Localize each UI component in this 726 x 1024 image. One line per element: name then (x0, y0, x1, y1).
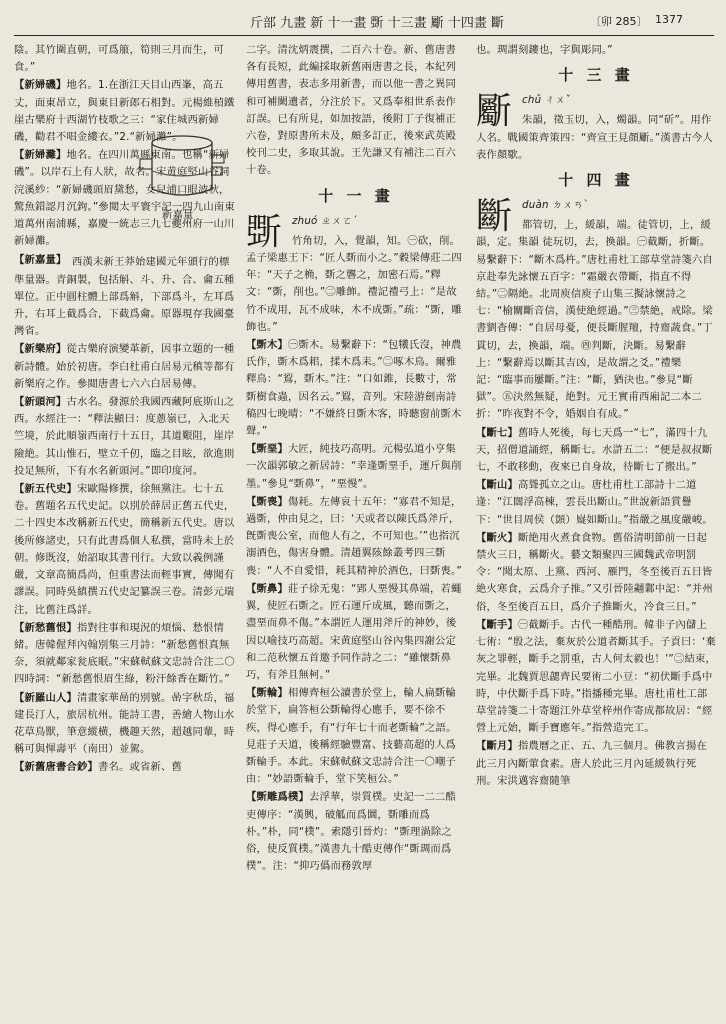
entry-zhuo-bi: 【斲鼻】莊子徐无鬼：“郢人堊慢其鼻端，若蠅翼，使匠石斲之。匠石運斤成風，聽而斲之，盡堊而鼻不傷。”本謂匠人運用斧斤的神妙，後因以喻技巧高超。宋黄庭堅山谷內集四謝公定和二范秋懷五首邀予同作詩之二：“雖懷斲鼻巧，有斧且無柯。” (246, 582, 462, 681)
zhuyin: ㄓㄨㄛˊ (321, 214, 358, 227)
entry-duan-shan: 【斷山】高聳孤立之山。唐杜甫杜工部詩十二道逢：“江闊浮高棟，雲長出斷山。”世說新語賞譽下：“世目周侯（顗）嶷如斷山。”指嚴之風度嚴峻。 (476, 479, 713, 526)
headword: 【斷火】 (476, 531, 518, 544)
entry-continuation: 陰。其竹圍直朝，可爲箙，筍則三月而生，可食。” (14, 44, 224, 74)
headword: 【斷山】 (476, 479, 518, 492)
column-2 (246, 42, 466, 876)
header-rule (14, 35, 714, 36)
headword: 【斷七】 (476, 426, 518, 439)
entry-duan-huo: 【斷火】斷絶用火煮食食物。舊俗清明節前一日起禁火三日，稱斷火。藝文類聚四三國魏武帝明罰令：“聞太原、上黨、西河、雁門，冬至後百五日皆絶火寒食，云爲介子推。”又引晉陸翽鄴中記：“并州俗，冬至後百五日，爲介子推斷火，冷食三日。” (476, 531, 713, 613)
headchar: 斷 (476, 196, 513, 238)
pinyin: zhuó (292, 214, 318, 227)
column-3 (476, 42, 716, 791)
headword: 【斲木】 (246, 339, 288, 352)
section-heading-14: 十 四 畫 (558, 171, 634, 190)
pinyin: duàn (522, 199, 549, 212)
entry-xin-yue-fu: 【新樂府】從古樂府演變革新，因事立題的一種新詩體。始於初唐。李白杜甫白居易元稹等都有新樂府之作。參閲唐書七六六白居易傳。 (14, 343, 235, 390)
entry-xin-luo-shan-ren: 【新羅山人】清畫家華喦的別號。喦字秋岳，福建長汀人，旅居杭州。能詩工書，善繪人物山水花草鳥獸，筆意縱横，機趣天然，超越同輩，時稱可與惲壽平（南田）並駕。 (14, 691, 235, 756)
headword: 【斷月】 (476, 740, 518, 753)
entry-zhuo-diao-wei-pu: 【斲雕爲樸】去浮華，崇質樸。史記一二二酷吏傳序：“漢興，破觚而爲圜，斲雕而爲朴。”朴，同“樸”。索隱引晉灼：“斲理渦除之俗，使反質樸。”漢書九十酷吏傳作“斲琱而爲樸”。注：“抑巧僞而務敦厚 (246, 791, 456, 873)
entry-zhuo-sang: 【斲喪】傷耗。左傳哀十五年：“寡君不知是，過斲，仲由見之，曰：‘天或者以陳氏爲斧斤，旣斲喪公室，而他人有之，不可知也。’”也指沉溺酒色，傷害身體。清趙翼陔餘叢考四三斲喪：“人不自愛惜，耗其精神於酒色，曰斲喪。” (246, 495, 462, 577)
entry-xin-jia-liang-text: 西漢末新王莽始建國元年頒行的標準量器。青銅製，包括斛、斗、升、合、龠五種單位。正中圓柱體上部爲斛，下部爲斗，左耳爲升，右耳上截爲合，下截爲龠。原器現存我國臺灣省。 (14, 256, 235, 338)
character-duan-definition: 都管切，上，緩韻，端。徒管切，上，緩韻，定。集韻 徒玩切，去，換韻。㊀截斷，折斷。易繫辭下：“斷木爲杵。”唐杜甫杜工部草堂詩箋六自京赴奉先詠懷五百字：“霜嚴衣帶斷，指直不得結。”㊁隔絶。北周庾信庾子山集三擬詠懷詩之七：“榆關斷音信，漢使絶經過。”㊂禁絶，戒除。梁書劉杳傳：“自居母憂，便長斷腥羶，持齋蔬食。”丁貫切，去，換韻，端。㊃判斷，決斷。易繫辭上：“繫辭焉以斷其吉凶，是故謂之爻。”禮樂記：“臨事而屢斷。”注：“斷，猶決也。”參見“斷獄”。㊄決然無疑，絶對。元王實甫西廂記二本二折：“昨夜對不令，婚姻自有成。” (476, 219, 713, 421)
entry-duan-shou: 【斷手】㊀截斷手。古代一種酷刑。韓非子內儲上七術：“殷之法，棄灰於公道者斷其手。子貢曰：‘棄灰之罪輕，斷手之罰重，古人何太毅也！’”㊁結束，完畢。北魏賈思勰齊民要術二小豆：“初伏斷手爲中時，中伏斷手爲下時。”指播種完畢。唐杜甫杜工部草堂詩箋二十寄題江外草堂梓州作寄成都故居：“經營上元始，斷手寶應年。”指營造完工。 (476, 618, 716, 735)
entry-zhuo-lun: 【斲輪】相傳齊桓公讀書於堂上，輪人扁斲輪於堂下，扁答桓公斲輪得心應手，要不徐不疾，得心應手，有“行年七十而老斲輪”之語。見莊子天道，後稱經驗豐富、技藝高超的人爲斲輪手。本此。宋蘇軾蘇文忠詩合注一〇嘲子由：“妙語斲輪手，堂下笑桓公。” (246, 687, 457, 786)
figure-caption: 新嘉量 (162, 209, 194, 222)
column-1 (14, 42, 235, 778)
headword: 【斲雕爲樸】 (246, 791, 309, 804)
entry-continuation: 二字。清沈炳震撰，二百六十卷。新、舊唐書各有長短，此編採取新舊兩唐書之長，本紀列傳用舊書，表志多用新書，而以他一書之異同和可補闕遺者，分注於下。又爲奉相世系表作訂誤。已有所見，如加按語，後附丁子復補正六卷，對原書所未及，頗多訂正，後來武英殿校刊二史，多取其說。王先謙又有補注二百六十卷。 (246, 44, 456, 177)
headword: 【新舊唐書合鈔】 (14, 761, 98, 774)
zhuyin: ㄉㄨㄢˋ (552, 199, 590, 212)
entry-xin-chou-jiu-hen: 【新愁舊恨】指對往事和現況的煩惱、愁恨情緒。唐韓偓拜內翰別集三月詩：“新愁舊恨真無奈，須就鄰家瓮底眠。”宋蘇軾蘇文忠詩合注二〇四時詞：“新愁舊恨眉生綠，粉汗餘香在斷竹。” (14, 621, 235, 686)
entry-xin-fu-tan: 【新婦灘】地名。在四川萬縣東南。也稱“新婦磯”。以岸石上有人狀，故名。宋黄庭堅山谷詞浣溪紗：“新婦磯頭眉黛愁，女兒浦口眼波秋，驚魚錯認月沉鉤。”參閲太平寰宇記一四九山南東道萬州南浦縣，嘉慶一統志三九七夔州府一山川新婦灘。 (14, 149, 235, 248)
entry-duan-yue: 【斷月】指農曆之正、五、九三個月。佛教言揚在此三月內斷葷食素。唐人於此三月內延緩執行死刑。宋洪邁容齋隨筆 (476, 740, 707, 787)
headword: 【斷手】 (476, 618, 518, 631)
headword: 【新愁舊恨】 (14, 621, 77, 634)
page-number: 1377 (655, 13, 683, 26)
headword: 【新頭河】 (14, 396, 67, 409)
section-heading-13: 十 三 畫 (558, 66, 634, 85)
headword: 【新樂府】 (14, 343, 67, 356)
headword: 【斲輪】 (246, 687, 288, 700)
entry-xin-wu-dai-shi: 【新五代史】宋歐陽修撰，徐無黨注。七十五卷。舊題名五代史記。以別於薛居正舊五代史，二十四史本改稱新五代史，簡稱新五代史。唐以後所修諸史，只有此書爲個人私撰，當時未上於朝。修既沒，始詔取其書刊行。大致以義例謹嚴，文章高簡爲尚，但重書法而輕事實，傳聞有謬誤。同時吳縝撰五代史記纂誤三卷。清彭元瑞注，比舊注爲詳。 (14, 483, 235, 616)
jialiang-vessel-figure (136, 131, 228, 205)
character-zhuo-definition: 竹角切，入，覺韻，知。㊀砍，削。孟子梁惠王下：“匠人斲而小之。”穀梁傳莊二四年：“天子之桷，斲之礱之，加密石焉。”釋文：“斲，削也。”㊁雕飾。禮記禮弓上：“是故竹不成用，瓦不成味，木不成斲。”疏：“斲，雕飾也。” (246, 234, 462, 333)
entry-xin-jiu-tang-shu: 【新舊唐書合鈔】書名。或省新、舊 (14, 761, 182, 774)
headword: 【新嘉量】 (14, 254, 67, 267)
header-title: 斤部 九畫 新 十一畫 斲 十三畫 斸 十四畫 斷 (250, 16, 505, 31)
entry-xin-tou-he: 【新頭河】古水名。發源於我國西藏阿底斯山之西。水經注一：“釋法顯曰：度蔥嶺已，入北天竺境，於此順嶺西南行十五日，其道艱阻，崖岸險絶。其山惟石，壁立千仞，臨之目眩，欲進則投足無所，下有水名新頭河。”即印度河。 (14, 396, 235, 477)
headchar: 斲 (246, 211, 283, 253)
headword: 【新婦灘】 (14, 149, 67, 162)
entry-zhuo-mu: 【斲木】㊀斲木。易繫辭下：“包犧氏沒，神農氏作，斲木爲耜，揉木爲耒。”㊁啄木鳥。爾雅釋鳥：“鴷，斲木。”注：“口如錐，長數寸，常斲樹食蟲，因名云。”鴷，音列。宋陸游劍南詩稿四七晚晴：“不嫌終日斲木客，時聽窗前斲木聲。” (246, 339, 462, 438)
headword: 【新五代史】 (14, 483, 77, 496)
headchar: 斸 (476, 91, 513, 133)
entry-duan-qi: 【斷七】舊時人死後，每七天爲一“七”，滿四十九天，招僧道誦經，稱斷七。水滸五二：“便是叔叔斷七，不敢移動，夜來已自身故，待斷七了搬出。” (476, 426, 713, 474)
headword: 【新羅山人】 (14, 691, 77, 704)
zhuyin: ㄔㄨˇ (544, 94, 572, 107)
entry-xin-jia-liang (14, 252, 235, 352)
headword: 【斲喪】 (246, 495, 288, 508)
entry-xin-fu-ji: 【新婦磯】地名。1.在浙江天目山西峯，高五丈，面東昂立，與東目新郎石相對。元楊維楨鐵崖古樂府十西湖竹枝歌之三：“家住城西新婦磯，勸君不唱金縷衣。”2.“新婦灘”。 (14, 79, 235, 144)
headword: 【斲鼻】 (246, 582, 288, 595)
pinyin: chǔ (522, 94, 542, 107)
section-heading-11: 十 一 畫 (318, 186, 394, 205)
entry-continuation: 也。琱謂刻鏤也，字與彫同。” (476, 44, 613, 56)
headword: 【斲堊】 (246, 443, 288, 456)
header-code: 〔卯 285〕 (590, 15, 648, 28)
headword: 【新婦磯】 (14, 79, 67, 92)
entry-zhuo-e: 【斲堊】大匠，純技巧高明。元楊弘道小亨集一次韻郭敏之新居詩：“幸逢斲堊手，運斤與削墨。”參見“斲鼻”，“堊慢”。 (246, 443, 462, 490)
running-header (0, 12, 726, 32)
character-zhu-definition: 朱韻，徵玉切，入，燭韻。同“斫”。用作人名。戰國策齊策四：“齊宣王見顏斸。”漢書古今人表作顏歜。 (476, 114, 713, 161)
